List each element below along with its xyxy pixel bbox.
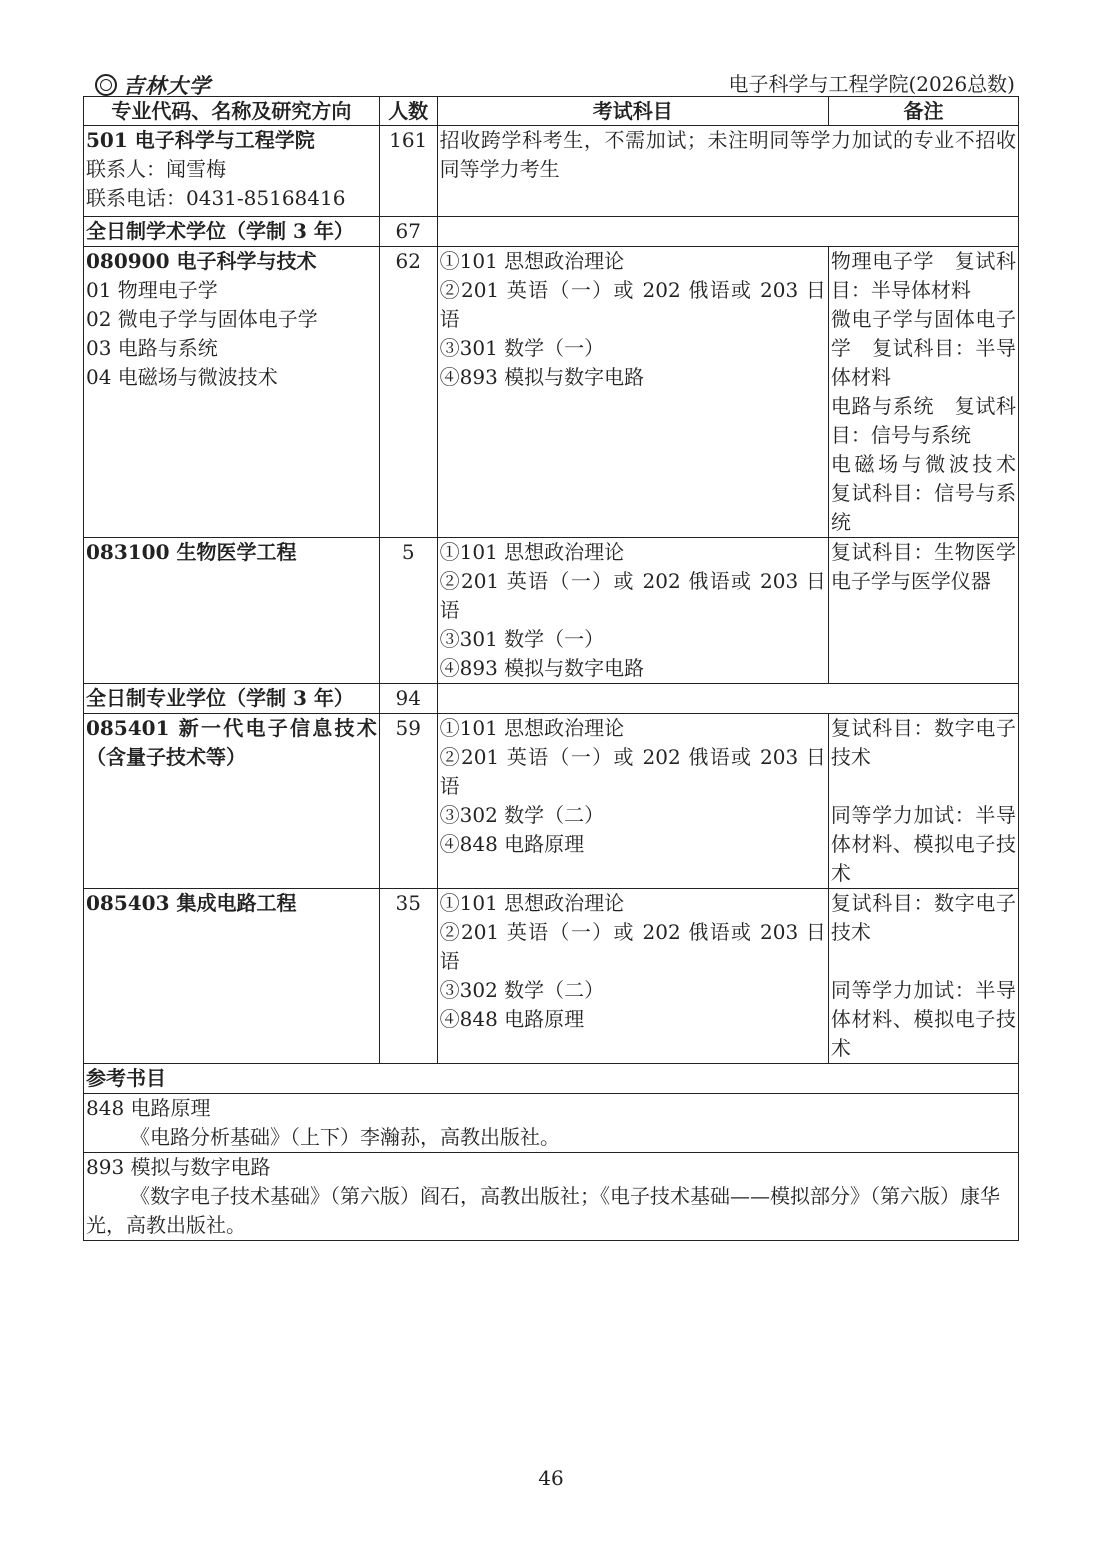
exam-item: ②201 英语（一）或 202 俄语或 203 日语: [439, 745, 826, 798]
exam-item: ④893 模拟与数字电路: [439, 365, 645, 389]
exam-item: ③301 数学（一）: [439, 627, 605, 651]
reference-books: 《数字电子技术基础》（第六版）阎石，高教出版社；《电子技术基础——模拟部分》（第六版）康华光，高教出版社。: [86, 1184, 1000, 1237]
exam-item: ①101 思想政治理论: [439, 249, 625, 273]
section-title: 全日制专业学位（学制 3 年）: [84, 684, 380, 714]
note-item: 电磁场与微波技术 复试科目：信号与系统: [830, 452, 1036, 534]
exam-item: ②201 英语（一）或 202 俄语或 203 日语: [439, 920, 826, 973]
college-info: [84, 126, 380, 217]
section-count: 67: [379, 217, 437, 247]
col-header-major: 专业代码、名称及研究方向: [84, 97, 380, 126]
note-item: 同等学力加试：半导体材料、模拟电子技术: [830, 978, 1016, 1060]
references-title: 参考书目: [84, 1064, 1019, 1094]
exam-item: ①101 思想政治理论: [439, 540, 625, 564]
page-number: 46: [538, 1466, 564, 1490]
section-count: 94: [379, 684, 437, 714]
exam-list: [437, 247, 828, 538]
major-count: 5: [379, 538, 437, 684]
exam-list: [437, 714, 828, 889]
note-list: [828, 247, 1036, 538]
reference-item: [84, 1094, 1019, 1153]
note-item: 电路与系统 复试科目：信号与系统: [830, 394, 1016, 447]
reference-books: 《电路分析基础》（上下）李瀚荪，高教出版社。: [130, 1125, 560, 1149]
note-item: 复试科目：生物医学电子学与医学仪器: [830, 540, 1016, 593]
exam-item: ①101 思想政治理论: [439, 716, 625, 740]
note-list: [828, 538, 1018, 684]
reference-subject: 848 电路原理: [86, 1096, 211, 1120]
major-row-080900: [84, 247, 1019, 538]
page-header: [83, 66, 1019, 96]
major-count: 59: [379, 714, 437, 889]
reference-item: [84, 1153, 1019, 1241]
major-name: 083100 生物医学工程: [86, 540, 297, 564]
direction-item: 04 电磁场与微波技术: [86, 365, 278, 389]
note-item: 复试科目：数字电子技术: [830, 891, 1016, 944]
exam-list: [437, 538, 828, 684]
direction-item: 03 电路与系统: [86, 336, 218, 360]
section-title: 全日制学术学位（学制 3 年）: [84, 217, 380, 247]
exam-item: ②201 英语（一）或 202 俄语或 203 日语: [439, 569, 826, 622]
college-contact: 联系人：闻雪梅: [86, 157, 226, 181]
exam-item: ②201 英语（一）或 202 俄语或 203 日语: [439, 278, 826, 331]
note-item: 复试科目：数字电子技术: [830, 716, 1016, 769]
col-header-notes: 备注: [828, 97, 1018, 126]
note-item: 同等学力加试：半导体材料、模拟电子技术: [830, 803, 1016, 885]
college-note: 招收跨学科考生，不需加试；未注明同等学力加试的专业不招收同等学力考生: [437, 126, 1018, 217]
exam-item: ③302 数学（二）: [439, 803, 605, 827]
section-row-professional: [84, 684, 1019, 714]
note-list: [828, 889, 1018, 1064]
exam-item: ④848 电路原理: [439, 1007, 585, 1031]
major-info: [84, 889, 380, 1064]
section-row-academic: [84, 217, 1019, 247]
admission-table: [83, 96, 1036, 1241]
table-header-row: [84, 97, 1019, 126]
exam-item: ③301 数学（一）: [439, 336, 605, 360]
reference-subject: 893 模拟与数字电路: [86, 1155, 271, 1179]
college-name: 501 电子科学与工程学院: [86, 128, 315, 152]
major-count: 35: [379, 889, 437, 1064]
major-info: [84, 247, 380, 538]
reference-row-893: [84, 1153, 1019, 1241]
major-info: [84, 538, 380, 684]
note-item: 物理电子学 复试科目：半导体材料: [830, 249, 1016, 302]
exam-item: ④893 模拟与数字电路: [439, 656, 645, 680]
major-name: 085401 新一代电子信息技术（含量子技术等）: [86, 716, 377, 769]
references-title-row: [84, 1064, 1019, 1094]
major-row-085403: [84, 889, 1019, 1064]
exam-item: ①101 思想政治理论: [439, 891, 625, 915]
college-row: [84, 126, 1019, 217]
seal-icon: [95, 74, 117, 96]
header-title: 电子科学与工程学院(2026总数): [728, 72, 1015, 96]
major-row-083100: [84, 538, 1019, 684]
logo-text: 吉林大学: [123, 73, 211, 98]
major-count: 62: [379, 247, 437, 538]
col-header-count: 人数: [379, 97, 437, 126]
note-item: 微电子学与固体电子学 复试科目：半导体材料: [830, 307, 1016, 389]
exam-item: ④848 电路原理: [439, 832, 585, 856]
major-name: 080900 电子科学与技术: [86, 249, 317, 273]
major-info: [84, 714, 380, 889]
exam-list: [437, 889, 828, 1064]
col-header-exams: 考试科目: [437, 97, 828, 126]
direction-item: 01 物理电子学: [86, 278, 218, 302]
major-row-085401: [84, 714, 1019, 889]
college-phone: 联系电话：0431-85168416: [86, 186, 346, 210]
college-count: 161: [379, 126, 437, 217]
major-name: 085403 集成电路工程: [86, 891, 297, 915]
note-list: [828, 714, 1018, 889]
direction-item: 02 微电子学与固体电子学: [86, 307, 318, 331]
exam-item: ③302 数学（二）: [439, 978, 605, 1002]
reference-row-848: [84, 1094, 1019, 1153]
